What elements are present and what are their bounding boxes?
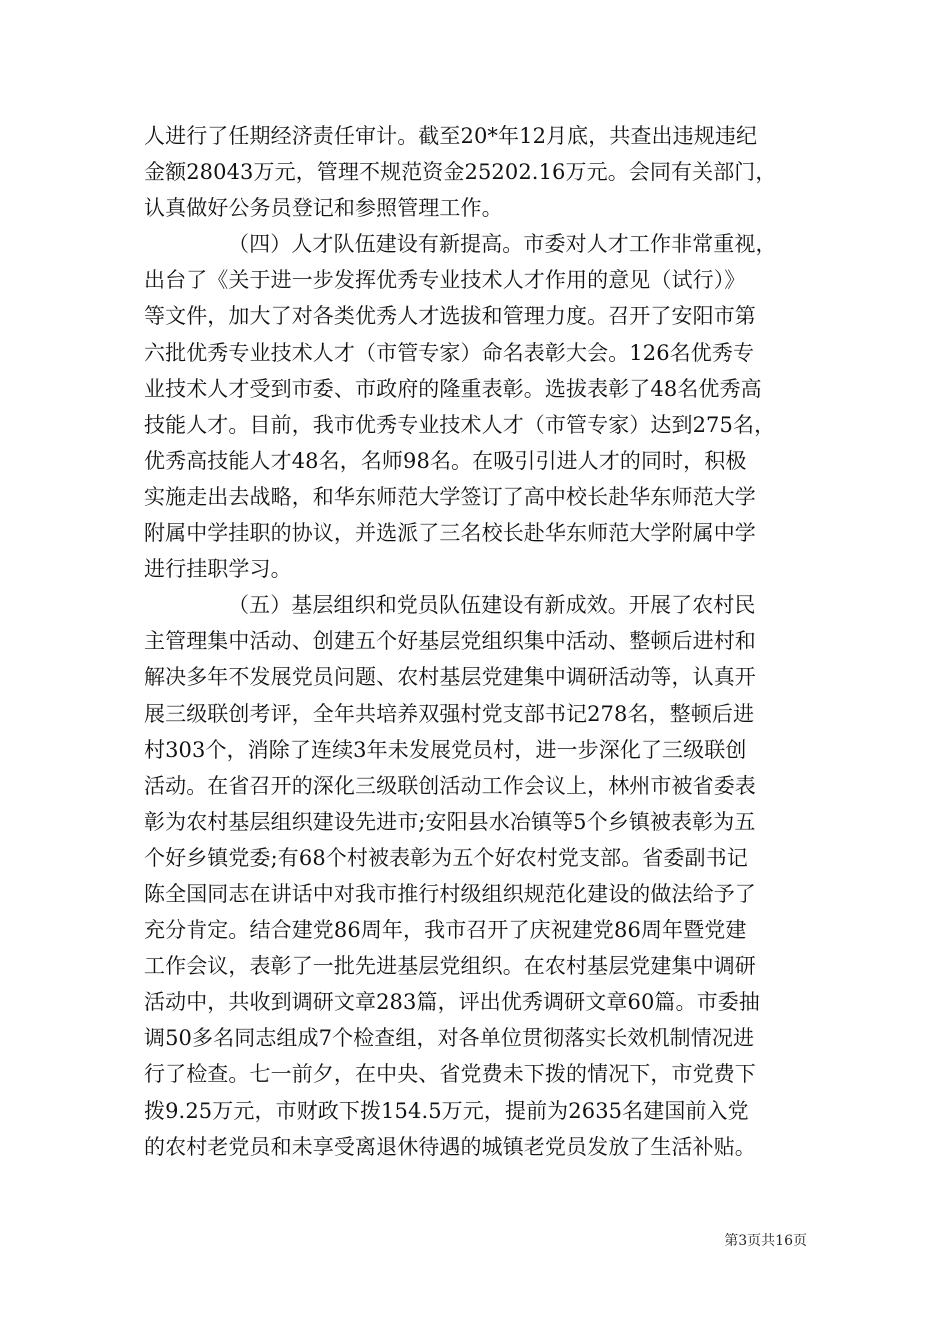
text-line: 附属中学挂职的协议，并选派了三名校长赴华东师范大学附属中学: [144, 521, 756, 546]
paragraph-heading-4: （四）人才队伍建设有新提高。市委对人才工作非常重视，: [228, 232, 777, 257]
paragraph-heading-5: （五）基层组织和党员队伍建设有新成效。开展了农村民: [228, 593, 756, 618]
text-line: 技能人才。目前，我市优秀专业技术人才（市管专家）达到275名，: [144, 412, 776, 437]
text-line: 认真做好公务员登记和参照管理工作。: [144, 196, 503, 221]
text-line: 工作会议，表彰了一批先进基层党组织。在农村基层党建集中调研: [144, 954, 756, 979]
text-line: 人进行了任期经济责任审计。截至20*年12月底，共查出违规违纪: [144, 124, 758, 148]
text-line: 个好乡镇党委;有68个村被表彰为五个好农村党支部。省委副书记: [144, 845, 748, 870]
text-line: 调50多名同志组成7个检查组，对各单位贯彻落实长效机制情况进: [144, 1026, 755, 1051]
text-line: 解决多年不发展党员问题、农村基层党建集中调研活动等，认真开: [144, 665, 756, 690]
text-line: 展三级联创考评，全年共培养双强村党支部书记278名，整顿后进: [144, 701, 755, 726]
text-line: 活动。在省召开的深化三级联创活动工作会议上，林州市被省委表: [144, 773, 756, 798]
text-line: 出台了《关于进一步发挥优秀专业技术人才作用的意见（试行）》: [144, 268, 746, 293]
text-line: 业技术人才受到市委、市政府的隆重表彰。选拔表彰了48名优秀高: [144, 376, 762, 401]
text-line: 充分肯定。结合建党86周年，我市召开了庆祝建党86周年暨党建: [144, 918, 747, 943]
text-line: 进行挂职学习。: [144, 557, 292, 582]
page-number: 第3页共16页: [724, 1233, 807, 1249]
text-line: 活动中，共收到调研文章283篇，评出优秀调研文章60篇。市委抽: [144, 990, 760, 1015]
text-line: 六批优秀专业技术人才（市管专家）命名表彰大会。126名优秀专: [144, 340, 755, 365]
text-line: 村303个，消除了连续3年未发展党员村，进一步深化了三级联创: [144, 737, 747, 762]
text-line: 优秀高技能人才48名，名师98名。在吸引引进人才的同时，积极: [144, 448, 747, 473]
text-line: 等文件，加大了对各类优秀人才选拔和管理力度。召开了安阳市第: [144, 304, 756, 329]
body-text: [144, 118, 812, 1165]
text-line: 拨9.25万元，市财政下拨154.5万元，提前为2635名建国前入党: [144, 1098, 749, 1123]
text-line: 金额28043万元，管理不规范资金25202.16万元。会同有关部门，: [144, 160, 777, 185]
text-line: 实施走出去战略，和华东师范大学签订了高中校长赴华东师范大学: [144, 484, 756, 509]
text-line: 陈全国同志在讲话中对我市推行村级组织规范化建设的做法给予了: [144, 881, 756, 906]
text-line: 的农村老党员和未享受离退休待遇的城镇老党员发放了生活补贴。: [144, 1134, 756, 1159]
text-line: 主管理集中活动、创建五个好基层党组织集中活动、整顿后进村和: [144, 629, 756, 654]
text-line: 行了检查。七一前夕，在中央、省党费未下拨的情况下，市党费下: [144, 1062, 756, 1087]
text-line: 彰为农村基层组织建设先进市;安阳县水冶镇等5个乡镇被表彰为五: [144, 809, 756, 834]
